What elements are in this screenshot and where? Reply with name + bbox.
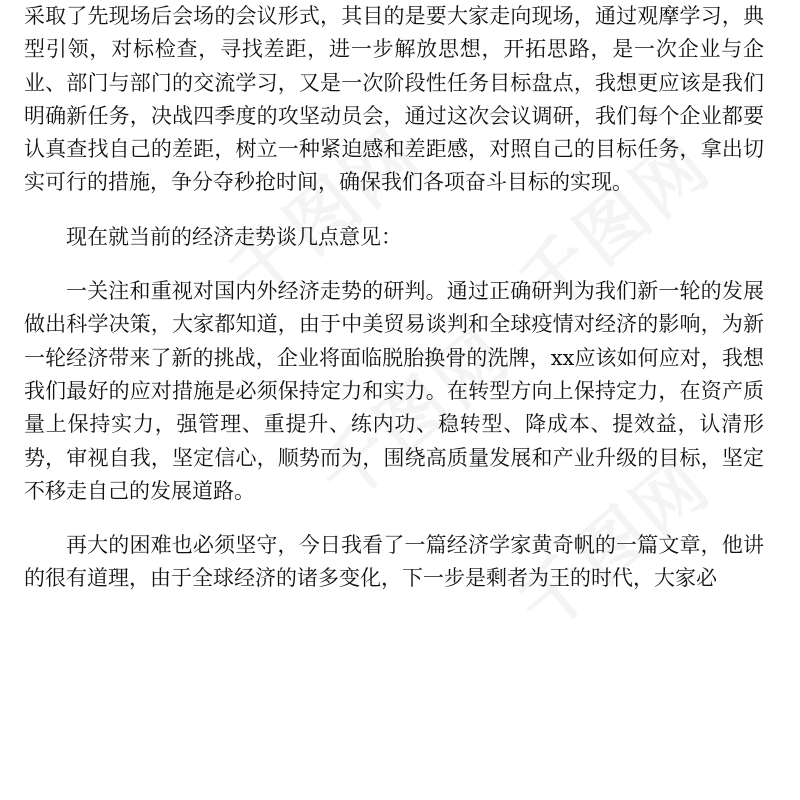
document-body [24, 0, 764, 596]
paragraph-intro: 采取了先现场后会场的会议形式，其目的是要大家走向现场，通过观摩学习，典型引领，对标检查，寻找差距，进一步解放思想，开拓思路，是一次企业与企业、部门与部门的交流学习，又是一次阶段性任务目标盘点，我想更应该是我们明确新任务，决战四季度的攻坚动员会，通过这次会议调研，我们每个企业都要认真查找自己的差距，树立一种紧迫感和差距感，对照自己的目标任务，拿出切实可行的措施，争分夺秒抢时间，确保我们各项奋斗目标的实现。 [24, 4, 764, 195]
paragraph-heading-opinions: 现在就当前的经济走势谈几点意见： [66, 224, 402, 249]
paragraph-economic-trend: 一关注和重视对国内外经济走势的研判。通过正确研判为我们新一轮的发展做出科学决策，大家都知道，由于中美贸易谈判和全球疫情对经济的影响，为新一轮经济带来了新的挑战，企业将面临脱胎换骨的洗牌，xx应该如何应对，我想我们最好的应对措施是必须保持定力和实力。在转型方向上保持定力，在资产质量上保持实力，强管理、重提升、练内功、稳转型、降成本、提效益，认清形势，审视自我，坚定信心，顺势而为，围绕高质量发展和产业升级的目标，坚定不移走自己的发展道路。 [24, 279, 764, 503]
paragraph-persistence: 再大的困难也必须坚守，今日我看了一篇经济学家黄奇帆的一篇文章，他讲的很有道理，由于全球经济的诸多变化，下一步是剩者为王的时代，大家必 [24, 533, 764, 591]
